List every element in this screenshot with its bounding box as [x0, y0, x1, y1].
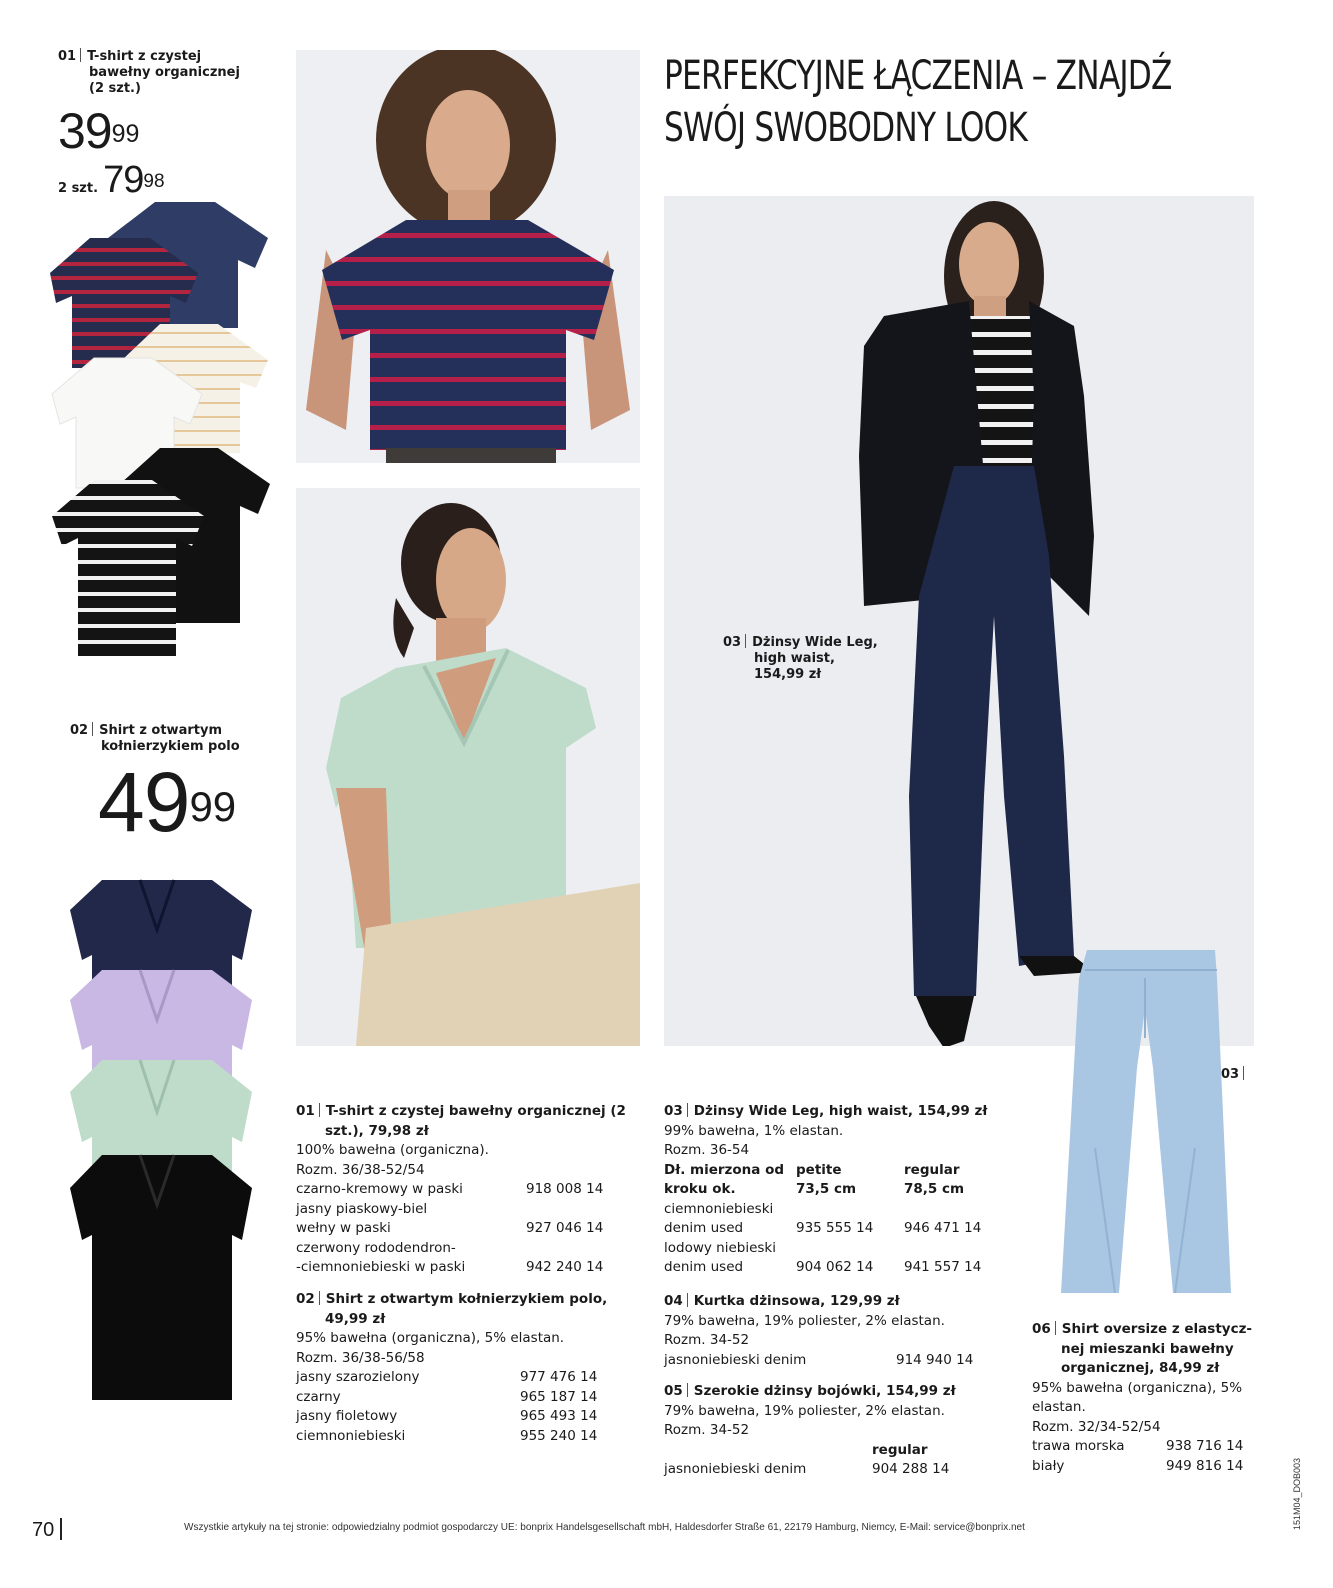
- photo-polo-model: [296, 488, 640, 1046]
- heading-line-1: PERFEKCYJNE ŁĄCZENIA – ZNAJDŹ: [664, 53, 1172, 99]
- heading-line-2: SWÓJ SWOBODNY LOOK: [664, 105, 1028, 151]
- article-code: 918 008 14: [526, 1181, 604, 1197]
- item01-multi-price: 2 szt. $79^{98}$: [58, 159, 165, 201]
- article-code: 965 493 14: [520, 1408, 598, 1424]
- page-number: 70: [32, 1518, 62, 1542]
- item02-price: $49^{99}$: [98, 755, 237, 849]
- details-item04: 04 Kurtka dżinsowa, 129,99 zł 79% bawełna, 19% poliester, 2% elastan. Rozm. 34-52 jasnoniebieski denim 914 940 14: [664, 1292, 1004, 1370]
- article-code: 965 187 14: [520, 1388, 598, 1405]
- article-code: 904 288 14: [872, 1461, 950, 1477]
- light-denim-jeans-image: [1055, 948, 1235, 1296]
- article-code: 949 816 14: [1166, 1457, 1244, 1474]
- article-code: 942 240 14: [526, 1259, 604, 1275]
- item-title-line: T-shirt z czystej: [87, 49, 202, 64]
- item-title-line: (2 szt.): [89, 81, 141, 96]
- article-code: 935 555 14: [796, 1220, 874, 1236]
- article-code: 927 046 14: [526, 1220, 604, 1236]
- item-number: 03: [723, 635, 742, 650]
- details-item01: 01 T-shirt z czystej bawełny organicznej (2 szt.), 79,98 zł 100% bawełna (organiczna). Rozm. 36/38-52/54 czarno-kremowy w paski 918 008 14 jasny piaskowy-biel wełny w paski 927 046 14 czerwony rododendron- -ciemnoniebieski w paski 942 240 14: [296, 1102, 626, 1278]
- item03-product-label: 03: [1221, 1066, 1250, 1083]
- article-code: 946 471 14: [904, 1220, 982, 1236]
- item-number: 02: [70, 723, 89, 738]
- details-item02: 02 Shirt z otwartym kołnierzykiem polo, 49,99 zł 95% bawełna (organiczna), 5% elastan. Rozm. 36/38-56/58 jasny szarozielony 977 476 14 czarny 965 187 14 jasny fioletowy 965 493 14 ciemnoniebieski 955 240 14: [296, 1290, 626, 1446]
- item-title-line: kołnierzykiem polo: [101, 739, 240, 754]
- item01-price: $39^{99}$: [58, 103, 140, 159]
- article-code: 938 716 14: [1166, 1438, 1244, 1454]
- photo-striped-tshirt-model: [296, 50, 640, 463]
- item-title-line: bawełny organicznej: [89, 65, 240, 80]
- details-item05: 05 Szerokie dżinsy bojówki, 154,99 zł 79% bawełna, 19% poliester, 2% elastan. Rozm. 34-52 regular jasnoniebieski denim 904 288 14: [664, 1382, 1004, 1480]
- item-title-line: Shirt z otwartym: [99, 723, 222, 738]
- photo-wide-leg-jeans-model: [664, 196, 1254, 1046]
- item01-callout: [58, 48, 278, 97]
- details-item06: 06 Shirt oversize z elastycz- nej mieszanki bawełny organicznej, 84,99 zł 95% bawełna (organiczna), 5% elastan. Rozm. 32/34-52/54 trawa morska 938 716 14 biały 949 816 14: [1032, 1320, 1272, 1476]
- article-code: 941 557 14: [904, 1259, 982, 1275]
- details-item03: 03 Dżinsy Wide Leg, high waist, 154,99 zł 99% bawełna, 1% elastan. Rozm. 36-54 Dł. mierzona od petite regular kroku ok. 73,5 cm 78,5 cm ciemnoniebieski denim used 935 555 14 946 471 14 lodowy niebieski denim used 904 062 14 941 557 14: [664, 1102, 1004, 1278]
- article-code: 914 940 14: [896, 1351, 974, 1368]
- item02-callout: [70, 722, 290, 755]
- article-code: 977 476 14: [520, 1369, 598, 1385]
- side-code: 151M04_DOB003: [1292, 1457, 1302, 1530]
- article-code: 904 062 14: [796, 1259, 874, 1275]
- tshirt-stack-image: [50, 198, 270, 658]
- item03-photo-callout: 03 Dżinsy Wide Leg, high waist, 154,99 zł: [723, 635, 878, 682]
- polo-stack-image: [62, 870, 262, 1410]
- legal-footer: Wszystkie artykuły na tej stronie: odpowiedzialny podmiot gospodarczy UE: bonprix Handelsgesellschaft mbH, Haldesdorfer Straße 61, 22179 Hamburg, Niemcy, E-Mail: service@bonprix.net: [184, 1522, 1025, 1533]
- item-number: 01: [58, 49, 77, 64]
- article-code: 955 240 14: [520, 1427, 598, 1444]
- page-heading: [664, 50, 1284, 160]
